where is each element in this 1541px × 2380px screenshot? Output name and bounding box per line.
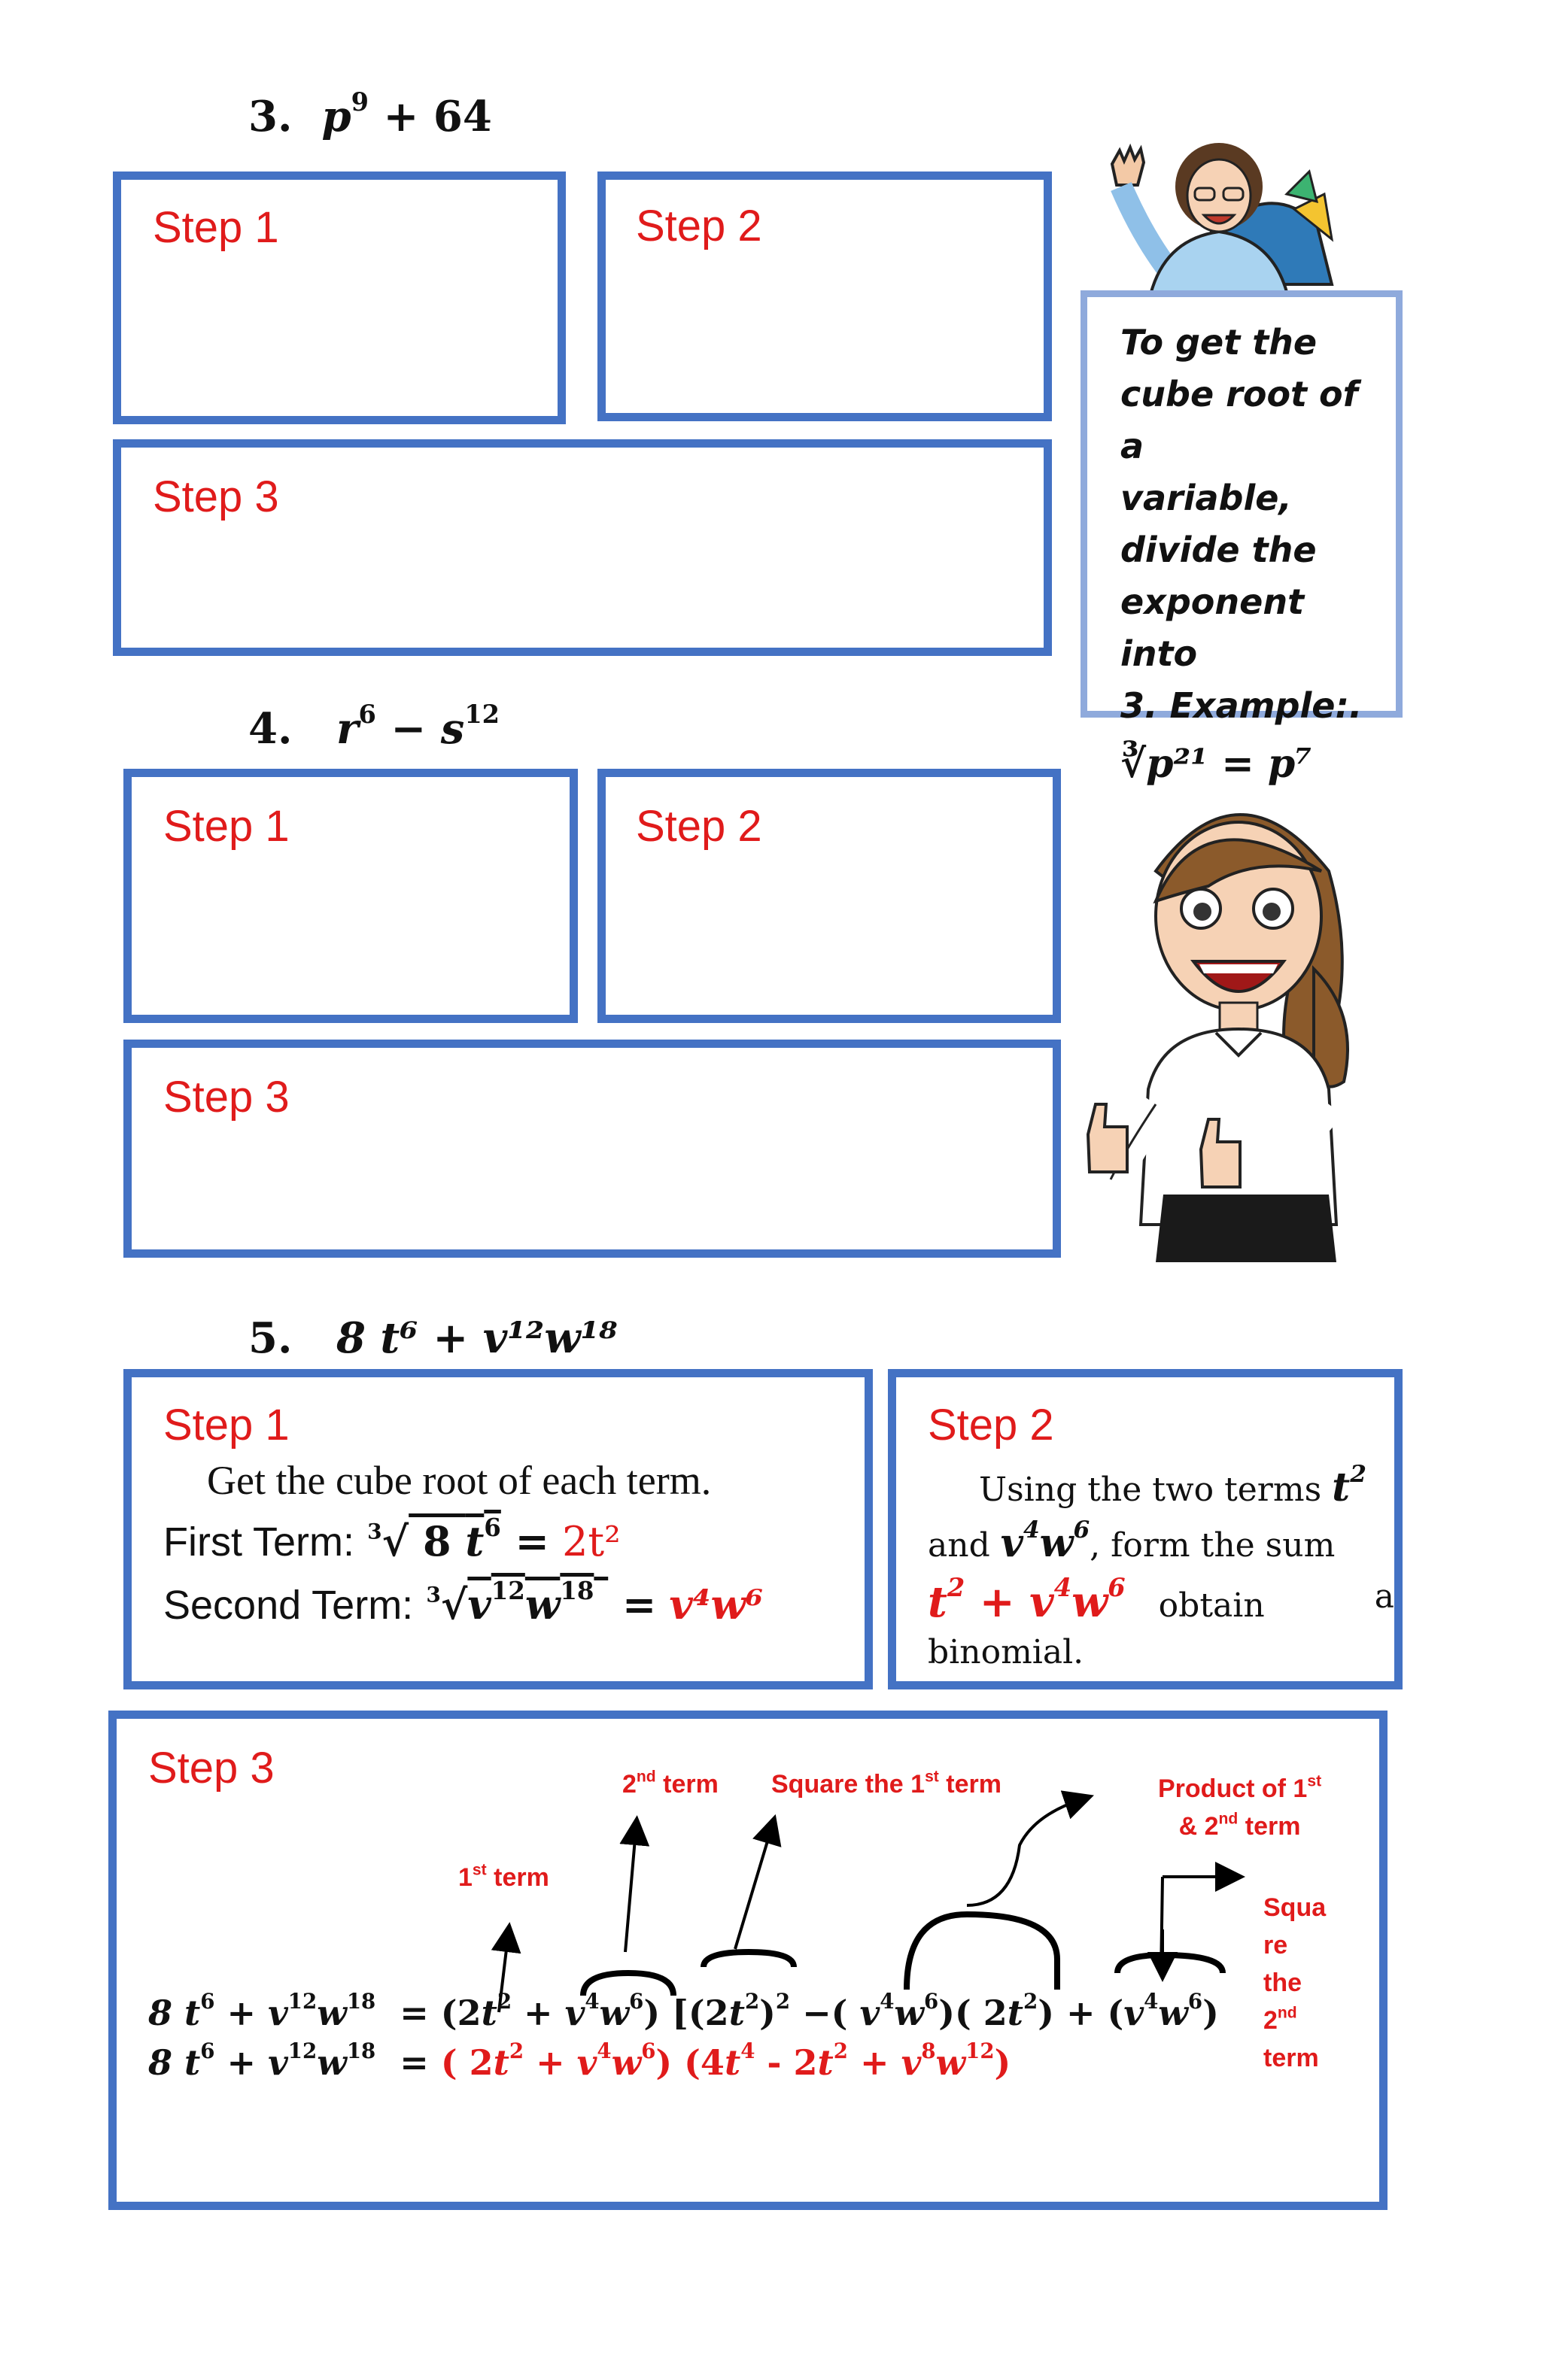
equation-line-2: 8 $t^6 + v^{12}w^{18}$ = ( $2t^2 + v^4w^6$) $(4t^4 - 2t^2 + v^8w^{12})$ <box>148 2038 1011 2083</box>
problem-4-title: 4. $r^6 - s^{12}$ <box>248 699 500 754</box>
step2-text: obtain <box>1158 1586 1265 1625</box>
problem-5-step1-box[interactable] <box>123 1369 873 1689</box>
problem-4-step2-box[interactable] <box>597 769 1061 1023</box>
problem-5-step3-box[interactable] <box>108 1711 1388 2210</box>
step-3-label: Step 3 <box>153 472 279 521</box>
annotation-square-first: Square the 1st term <box>771 1768 1001 1799</box>
first-term-line <box>163 1513 621 1565</box>
step1-intro-text: Get the cube root of each term. <box>207 1458 712 1503</box>
step2-line-3 <box>928 1572 1394 1627</box>
step-1-label: Step 1 <box>163 1401 290 1450</box>
problem-3-step1-box[interactable] <box>113 172 566 424</box>
problem-3-step3-box[interactable] <box>113 439 1052 656</box>
step2-line-2 <box>928 1516 1336 1566</box>
step-3-label: Step 3 <box>163 1073 290 1122</box>
annotation-product: Product of 1st & 2nd term <box>1158 1772 1322 1841</box>
annotation-square-second: Squa re the 2nd term <box>1263 1893 1327 2072</box>
step2-text: Using the two terms <box>979 1471 1322 1509</box>
annotation-first-term: 1st term <box>458 1861 549 1892</box>
teacher-thumbs-up-avatar <box>1081 773 1412 1262</box>
step2-text: a <box>1374 1577 1394 1616</box>
first-term-label: First Term: <box>163 1519 354 1565</box>
term-v4w6: $v^4w^6$ <box>1000 1516 1090 1566</box>
problem-4-step1-box[interactable] <box>123 769 578 1023</box>
tip-line: To get the <box>1120 322 1318 363</box>
first-term-result: 2t² <box>562 1518 621 1565</box>
tip-line: variable, <box>1120 478 1292 518</box>
binomial-sum: $t^2 + v^4w^6$ <box>928 1572 1126 1627</box>
tip-line: 3. Example:. <box>1120 685 1363 726</box>
problem-3-title: 3. $p^9 + 64$ <box>248 87 492 141</box>
step-2-label: Step 2 <box>636 202 762 250</box>
teacher-waving-avatar <box>1099 141 1347 292</box>
annotation-arrows <box>117 1719 1381 2200</box>
step-2-label: Step 2 <box>928 1401 1054 1450</box>
step-1-label: Step 1 <box>163 802 290 851</box>
second-term-line <box>163 1577 764 1629</box>
step2-line-1 <box>979 1461 1366 1510</box>
second-term-result: v⁴w⁶ <box>669 1580 764 1629</box>
cube-root-tip-box <box>1081 290 1403 787</box>
equation-line-1: 8 $t^6 + v^{12}w^{18} = (2t^2 + v^4w^6)$ [$(2t^2)^2$ −( $v^4w^6$)( $2t^2) + (v^4w^6)$ <box>148 1988 1219 2033</box>
term-t2: $t^2$ <box>1332 1461 1366 1510</box>
problem-4-step3-box[interactable] <box>123 1040 1061 1258</box>
problem-5-title: 5. 8 t⁶ + v¹²w¹⁸ <box>248 1313 618 1363</box>
tip-example: ∛p²¹ = p⁷ <box>1120 741 1312 787</box>
annotation-second-term: 2nd term <box>622 1768 719 1799</box>
step-1-label: Step 1 <box>153 203 279 252</box>
problem-3-step2-box[interactable] <box>597 172 1052 421</box>
step2-text: and <box>928 1526 990 1565</box>
tip-line: exponent into <box>1120 581 1305 674</box>
second-term-radical: $^3√v^{12}w^{18}$ = <box>426 1577 657 1629</box>
step2-line-4: binomial. <box>928 1633 1084 1671</box>
second-term-label: Second Term: <box>163 1583 414 1628</box>
step2-text: , form the sum <box>1090 1526 1336 1565</box>
problem-5-step2-box[interactable] <box>888 1369 1403 1689</box>
first-term-radical: $^3$√ 8 $t^6$ = <box>367 1513 549 1565</box>
step-3-label: Step 3 <box>148 1744 275 1793</box>
tip-line: divide the <box>1120 530 1317 570</box>
step-2-label: Step 2 <box>636 802 762 851</box>
tip-line: cube root of a <box>1120 374 1358 466</box>
